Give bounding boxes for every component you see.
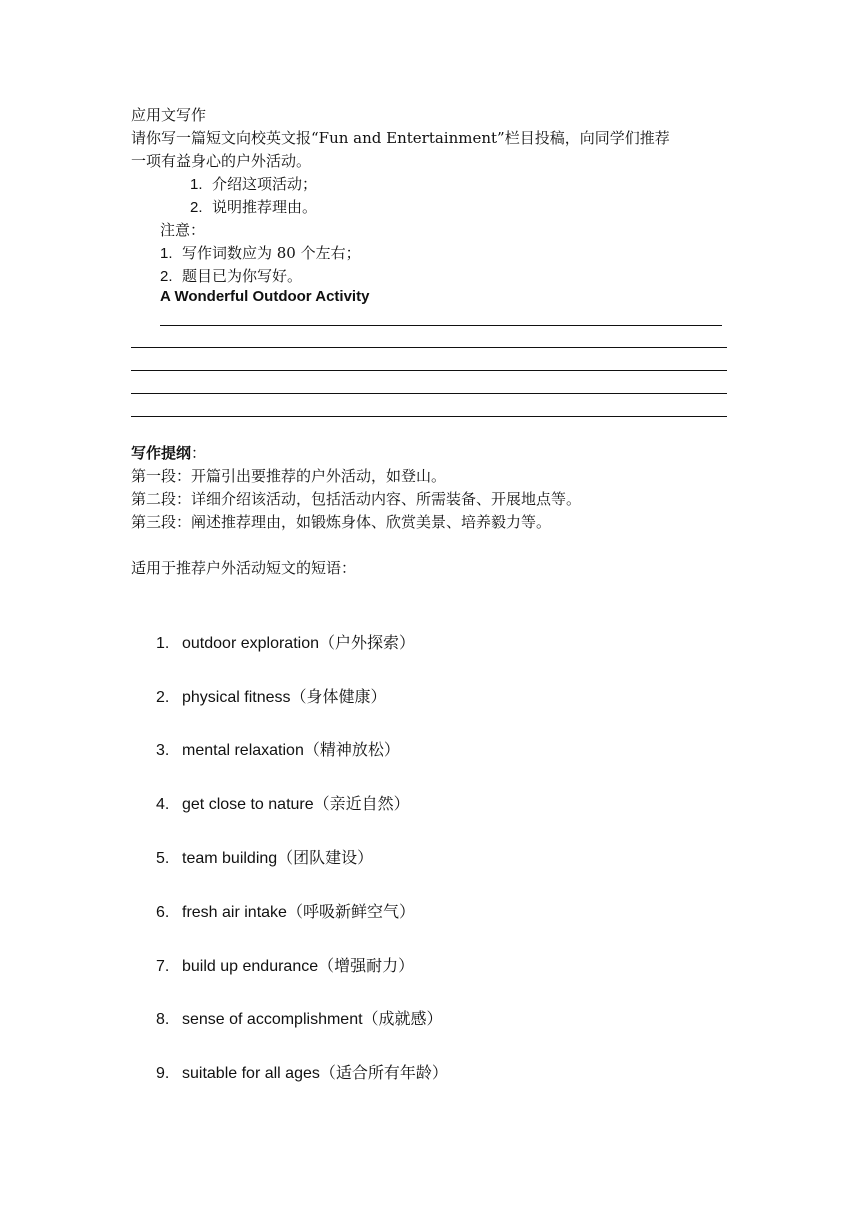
- phrase-number: 6.: [156, 904, 170, 921]
- note-item-number: 1.: [160, 245, 173, 262]
- note-item-2: [160, 265, 302, 288]
- writing-line: [131, 416, 727, 417]
- phrase-chinese: （适合所有年龄）: [319, 1063, 448, 1082]
- phrase-english: fresh air intake: [182, 904, 287, 921]
- writing-line: [160, 325, 722, 326]
- phrase-english: outdoor exploration: [182, 635, 319, 652]
- task-item-number: 2.: [190, 199, 203, 216]
- phrase-english: physical fitness: [182, 689, 291, 706]
- phrase-number: 8.: [156, 1011, 170, 1028]
- phrase-english: get close to nature: [182, 796, 314, 813]
- phrase-number: 2.: [156, 689, 170, 706]
- phrase-chinese: （团队建设）: [277, 848, 374, 867]
- phrase-english: mental relaxation: [182, 742, 304, 759]
- phrase-item-3: [156, 739, 400, 762]
- task-item-text: 介绍这项活动；: [212, 175, 318, 193]
- prompt-line-2: 一项有益身心的户外活动。: [131, 152, 312, 170]
- phrase-chinese: （成就感）: [362, 1009, 443, 1028]
- note-item-text: 写作词数应为 80 个左右；: [182, 244, 361, 262]
- phrases-intro: 适用于推荐户外活动短文的短语：: [131, 559, 357, 577]
- writing-line: [131, 370, 727, 371]
- prompt-line-1: 请你写一篇短文向校英文报“Fun and Entertainment”栏目投稿，向同学们推荐: [131, 129, 670, 147]
- notes-label: 注意：: [160, 221, 206, 239]
- phrase-item-7: [156, 955, 414, 978]
- note-item-text: 题目已为你写好。: [182, 267, 303, 285]
- note-item-number: 2.: [160, 268, 173, 285]
- phrase-english: suitable for all ages: [182, 1065, 320, 1082]
- phrase-item-1: [156, 632, 415, 655]
- phrase-item-5: [156, 847, 373, 870]
- phrase-chinese: （户外探索）: [318, 633, 415, 652]
- phrase-chinese: （亲近自然）: [313, 794, 410, 813]
- task-item-1: [190, 173, 317, 196]
- phrase-item-9: [156, 1062, 448, 1085]
- outline-paragraph-3: 第三段：阐述推荐理由，如锻炼身体、欣赏美景、培养毅力等。: [131, 513, 552, 531]
- phrase-item-8: [156, 1008, 443, 1031]
- outline-heading-colon: ：: [191, 444, 207, 462]
- phrase-item-6: [156, 901, 415, 924]
- phrase-item-2: [156, 686, 387, 709]
- phrase-number: 9.: [156, 1065, 170, 1082]
- phrase-number: 7.: [156, 958, 170, 975]
- phrase-number: 5.: [156, 850, 170, 867]
- phrase-chinese: （呼吸新鲜空气）: [286, 902, 415, 921]
- task-item-number: 1.: [190, 176, 203, 193]
- outline-paragraph-2: 第二段：详细介绍该活动，包括活动内容、所需装备、开展地点等。: [131, 490, 582, 508]
- task-item-2: [190, 196, 317, 219]
- phrase-chinese: （身体健康）: [290, 687, 387, 706]
- phrase-number: 3.: [156, 742, 170, 759]
- writing-line: [131, 393, 727, 394]
- note-item-1: [160, 242, 361, 265]
- outline-heading-text: 写作提纲: [131, 444, 192, 462]
- phrase-english: sense of accomplishment: [182, 1011, 363, 1028]
- essay-title: A Wonderful Outdoor Activity: [160, 288, 370, 305]
- phrase-item-4: [156, 793, 410, 816]
- phrase-english: team building: [182, 850, 278, 867]
- task-item-text: 说明推荐理由。: [212, 198, 318, 216]
- section-title: 应用文写作: [131, 106, 207, 124]
- phrase-number: 4.: [156, 796, 170, 813]
- outline-heading: [131, 442, 206, 464]
- phrase-chinese: （增强耐力）: [318, 956, 415, 975]
- phrase-number: 1.: [156, 635, 170, 652]
- phrase-chinese: （精神放松）: [303, 740, 400, 759]
- phrase-english: build up endurance: [182, 958, 319, 975]
- writing-line: [131, 347, 727, 348]
- outline-paragraph-1: 第一段：开篇引出要推荐的户外活动，如登山。: [131, 467, 447, 485]
